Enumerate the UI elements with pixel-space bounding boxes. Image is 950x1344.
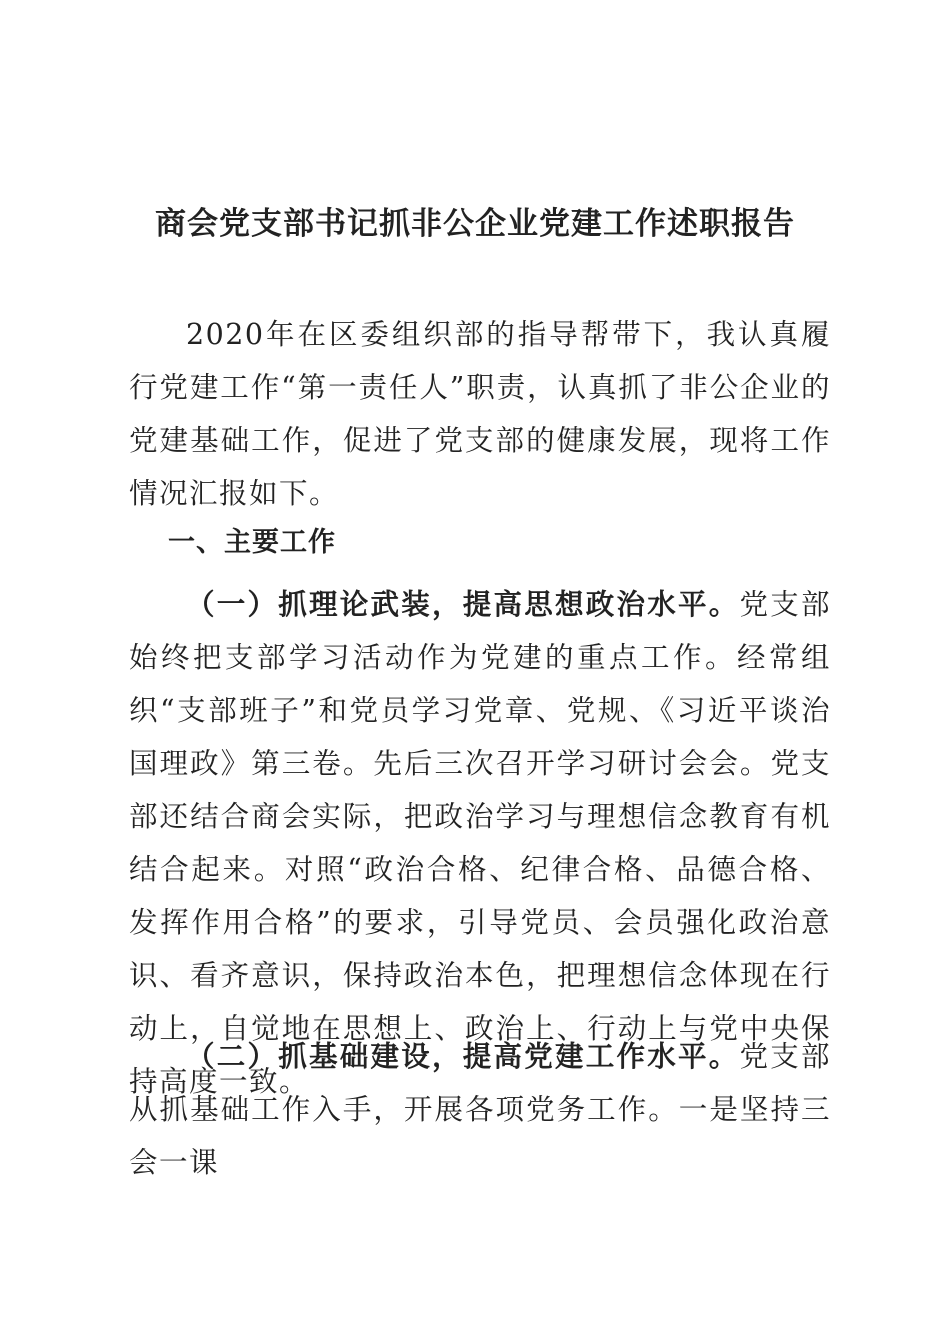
item1-paragraph	[129, 578, 831, 1108]
item2-paragraph	[129, 1030, 831, 1189]
item1-body: 党支部始终把支部学习活动作为党建的重点工作。经常组织“支部班子”和党员学习党章、党规、《习近平谈治国理政》第三卷。先后三次召开学习研讨会会。党支部还结合商会实际，把政治学习与理想信念教育有机结合起来。对照“政治合格、纪律合格、品德合格、发挥作用合格”的要求，引导党员、会员强化政治意识、看齐意识，保持政治本色，把理想信念体现在行动上，自觉地在思想上、政治上、行动上与党中央保持高度一致。	[129, 588, 831, 1098]
section-heading-main-work: 一、主要工作	[168, 527, 336, 558]
item2-body: 党支部从抓基础工作入手，开展各项党务工作。一是坚持三会一课	[129, 1040, 831, 1179]
item2-lead: （二）抓基础建设，提高党建工作水平。	[186, 1039, 740, 1073]
intro-paragraph-block	[129, 308, 831, 520]
intro-paragraph: 2020年在区委组织部的指导帮带下，我认真履行党建工作“第一责任人”职责，认真抓了非公企业的党建基础工作，促进了党支部的健康发展，现将工作情况汇报如下。	[129, 318, 831, 510]
item1-paragraph-block	[129, 578, 831, 1108]
document-title: 商会党支部书记抓非公企业党建工作述职报告	[155, 206, 795, 242]
item2-paragraph-block	[129, 1030, 831, 1189]
item1-lead: （一）抓理论武装，提高思想政治水平。	[186, 587, 740, 621]
